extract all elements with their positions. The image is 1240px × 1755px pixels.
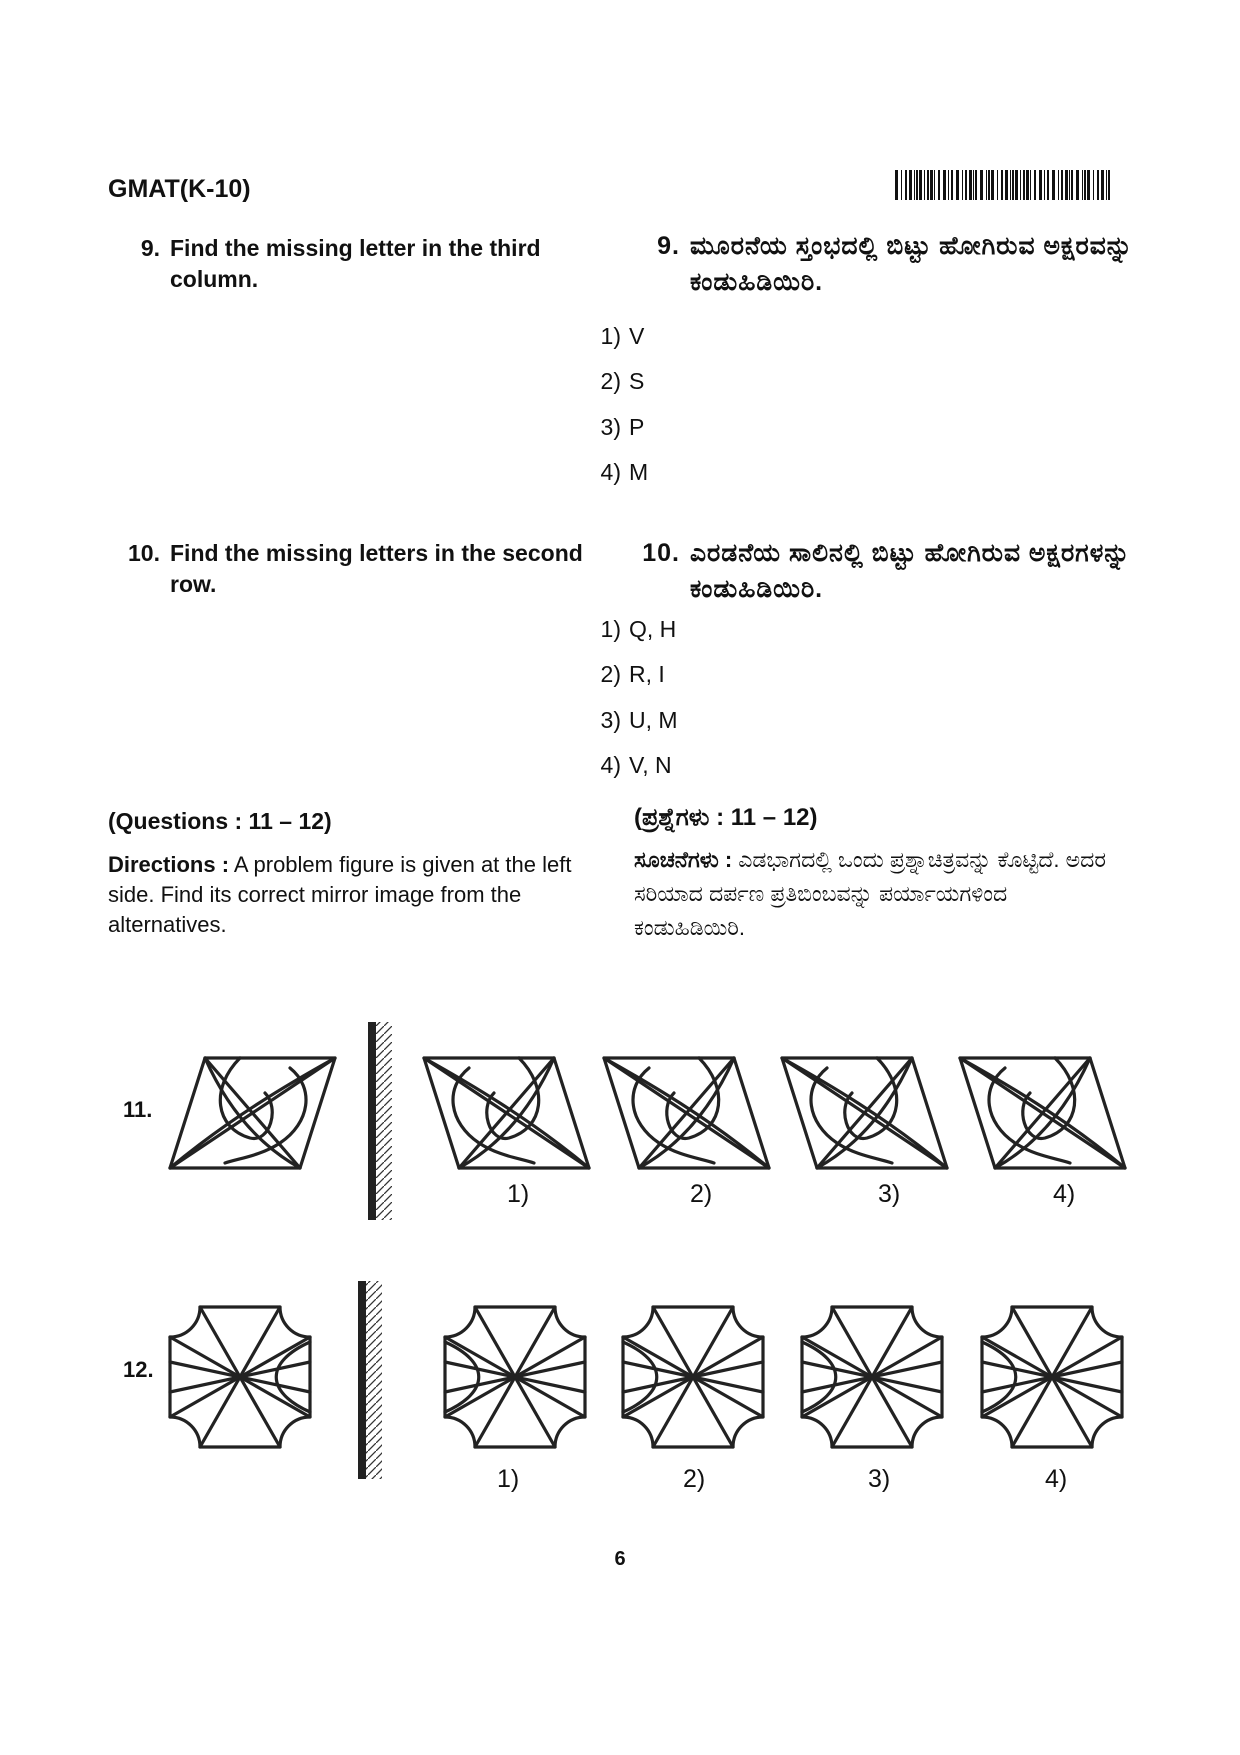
- q9-english: [140, 233, 610, 295]
- q11-option-figure-4[interactable]: [960, 1058, 1125, 1168]
- q12-option-label-2: 2): [683, 1465, 706, 1493]
- q11-option-figure-1[interactable]: [424, 1058, 589, 1168]
- q9-option-2: 2) S: [600, 368, 645, 394]
- q9-number-kannada: 9.: [657, 232, 680, 260]
- q9-english-text: Find the missing letter in the third column.: [170, 235, 541, 292]
- q10-option-4: 4) V, N: [600, 752, 672, 778]
- q9-kannada: [657, 228, 1135, 300]
- q11-option-figure-3[interactable]: [782, 1058, 947, 1168]
- q11-option-figure-2[interactable]: [604, 1058, 769, 1168]
- q10-english: [128, 538, 615, 600]
- q12-number: 12.: [123, 1357, 154, 1382]
- q11-number: 11.: [123, 1097, 153, 1122]
- directions-kannada-label: ಸೂಚನೆಗಳು :: [634, 847, 733, 872]
- section-title: (Questions : 11 – 12): [108, 808, 332, 834]
- q10-option-1: 1) Q, H: [600, 616, 677, 642]
- q10-kannada: [642, 535, 1135, 607]
- q10-option-3: 3) U, M: [600, 707, 678, 733]
- directions-label: Directions :: [108, 852, 230, 877]
- q10-kannada-text: ಎರಡನೆಯ ಸಾಲಿನಲ್ಲಿ ಬಿಟ್ಟು ಹೋಗಿರುವ ಅಕ್ಷರಗಳನ್ನು ಕಂಡುಹಿಡಿಯಿರಿ.: [690, 539, 1131, 603]
- q11-option-label-3: 3): [878, 1180, 901, 1208]
- q12-option-label-1: 1): [497, 1465, 520, 1493]
- q12-option-label-3: 3): [868, 1465, 891, 1493]
- q12-option-figure-1[interactable]: [445, 1307, 585, 1447]
- q12-option-figure-4[interactable]: [982, 1307, 1122, 1447]
- q12-option-label-4: 4): [1045, 1465, 1068, 1493]
- q12-figures: [0, 1275, 1240, 1480]
- q10-number: 10.: [128, 540, 160, 566]
- directions-text: A problem figure is given at the left side. Find its correct mirror image from the alternatives.: [108, 852, 572, 937]
- q11-option-label-2: 2): [690, 1180, 713, 1208]
- q11-mirror-icon: [368, 1022, 392, 1220]
- q11-option-label-4: 4): [1053, 1180, 1076, 1208]
- page-number: 6: [614, 1548, 626, 1570]
- q11-problem-figure: [170, 1058, 335, 1168]
- section-title-kannada: (ಪ್ರಶ್ನೆಗಳು : 11 – 12): [634, 804, 818, 831]
- q10-number-kannada: 10.: [642, 539, 680, 567]
- directions-kannada-text: ಎಡಭಾಗದಲ್ಲಿ ಒಂದು ಪ್ರಶ್ನಾಚಿತ್ರವನ್ನು ಕೊಟ್ಟಿದೆ. ಅದರ ಸರಿಯಾದ ದರ್ಪಣ ಪ್ರತಿಬಿಂಬವನ್ನು ಪರ್ಯಾಯಗಳಿಂದ ಕಂಡುಹಿಡಿಯಿರಿ.: [634, 847, 1106, 940]
- q9-kannada-text: ಮೂರನೆಯ ಸ್ತಂಭದಲ್ಲಿ ಬಿಟ್ಟು ಹೋಗಿರುವ ಅಕ್ಷರವನ್ನು ಕಂಡುಹಿಡಿಯಿರಿ.: [690, 232, 1133, 296]
- q10-option-2: 2) R, I: [600, 661, 665, 687]
- barcode-icon: [895, 170, 1113, 200]
- directions-kannada: [634, 843, 1124, 945]
- q10-english-text: Find the missing letters in the second row.: [170, 540, 583, 597]
- paper-code: GMAT(K-10): [108, 175, 251, 203]
- q11-option-label-1: 1): [507, 1180, 530, 1208]
- q9-number: 9.: [140, 235, 160, 261]
- q9-option-4: 4) M: [600, 459, 649, 485]
- q12-problem-figure: [170, 1307, 310, 1447]
- directions: [108, 850, 613, 940]
- q12-option-figure-2[interactable]: [623, 1307, 763, 1447]
- q12-mirror-icon: [358, 1281, 382, 1479]
- q9-option-1: 1) V: [600, 323, 645, 349]
- q9-option-3: 3) P: [600, 414, 645, 440]
- q12-option-figure-3[interactable]: [802, 1307, 942, 1447]
